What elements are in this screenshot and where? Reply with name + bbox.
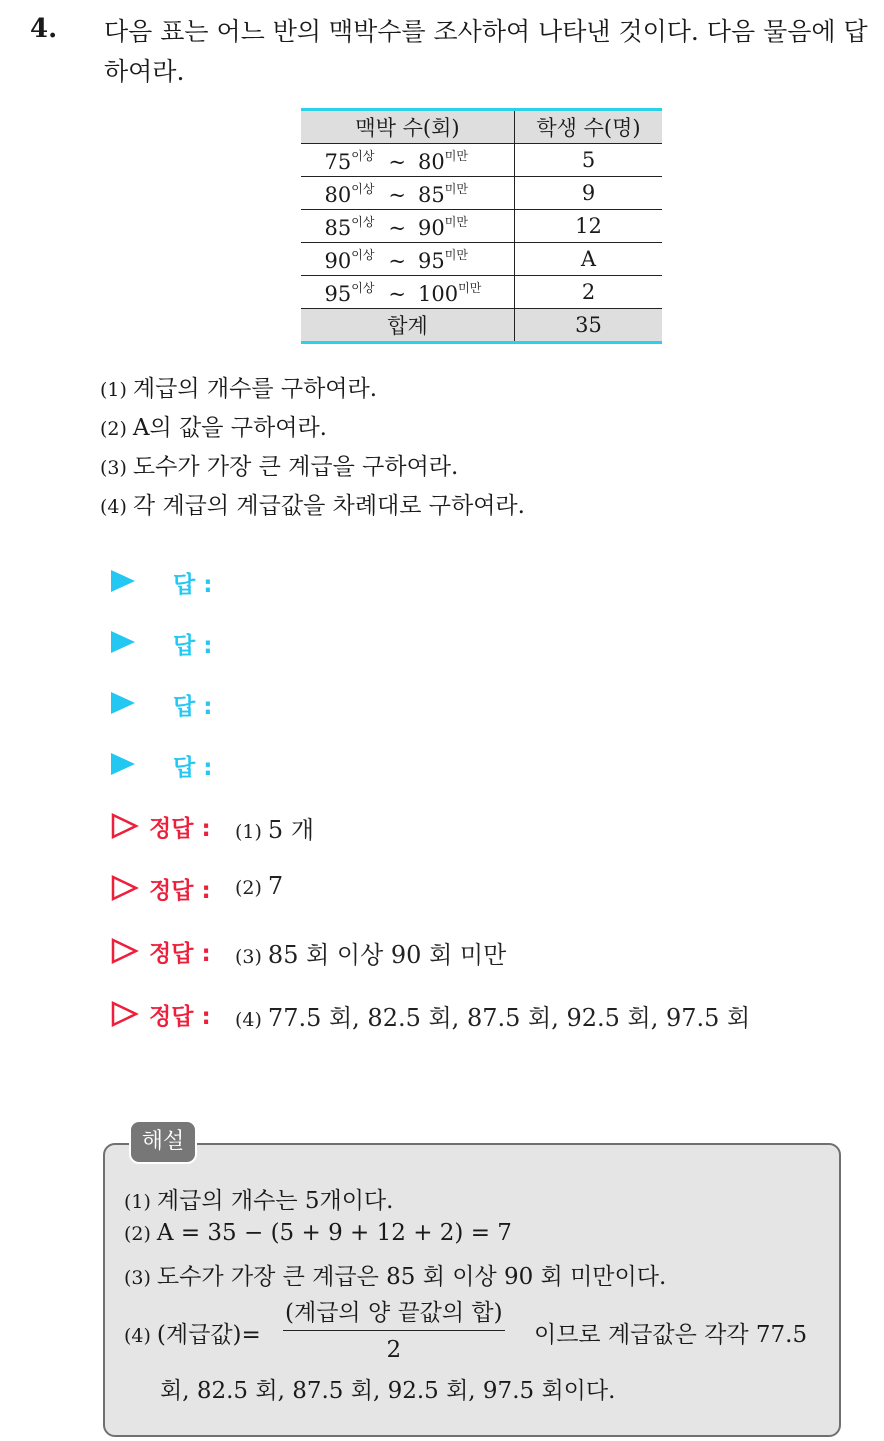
range-high-sup: 미만 — [444, 148, 468, 163]
outline-triangle-icon — [111, 1001, 139, 1027]
solution-text — [235, 998, 750, 1033]
explanation-number: (3) — [124, 1267, 151, 1289]
range-high: 90 — [418, 215, 445, 240]
subquestion-number: (4) — [100, 496, 127, 518]
range-high: 100 — [418, 281, 459, 306]
explanation-continuation: 회, 82.5 회, 87.5 회, 92.5 회, 97.5 회이다. — [160, 1378, 616, 1404]
subquestion-text: A의 값을 구하여라. — [132, 415, 327, 441]
play-triangle-icon — [111, 570, 135, 592]
range-cell — [301, 144, 515, 177]
explanation-text: A = 35 − (5 + 9 + 12 + 2) = 7 — [156, 1220, 512, 1246]
table-row — [301, 144, 662, 177]
range-low-sup: 이상 — [351, 148, 375, 163]
solution-text — [235, 810, 314, 845]
answer-label: 답 : — [173, 572, 213, 598]
range-high: 85 — [418, 182, 445, 207]
outline-triangle-icon — [111, 813, 139, 839]
solution-number: (3) — [235, 946, 262, 968]
range-tilde: ~ — [388, 182, 407, 207]
subquestion — [100, 487, 525, 526]
explanation-badge: 해설 — [129, 1120, 197, 1164]
range-low: 85 — [324, 215, 352, 240]
explanation-line-3 — [124, 1258, 666, 1291]
explanation-number: (1) — [124, 1191, 151, 1213]
outline-triangle-icon — [111, 938, 139, 964]
answer-label: 답 : — [173, 694, 213, 720]
subquestion-text: 각 계급의 계급값을 차례대로 구하여라. — [132, 493, 525, 519]
play-triangle-icon — [111, 631, 135, 653]
subquestion-number: (1) — [100, 379, 127, 401]
answer-label: 답 : — [173, 633, 213, 659]
range-low-sup: 이상 — [351, 247, 375, 262]
range-high-sup: 미만 — [444, 247, 468, 262]
range-tilde: ~ — [388, 281, 407, 306]
solution-text — [235, 872, 283, 900]
fraction — [283, 1296, 505, 1369]
solution-value: 77.5 회, 82.5 회, 87.5 회, 92.5 회, 97.5 회 — [267, 1004, 751, 1032]
range-low: 75 — [324, 149, 352, 174]
solution-number: (4) — [235, 1009, 262, 1031]
range-cell — [301, 243, 515, 276]
range-tilde: ~ — [388, 248, 407, 273]
range-low: 80 — [324, 182, 352, 207]
solution-value: 85 회 이상 90 회 미만 — [267, 941, 507, 969]
explanation-number: (2) — [124, 1223, 151, 1245]
count-cell: A — [515, 243, 663, 276]
range-high: 95 — [418, 248, 445, 273]
subquestion-text: 계급의 개수를 구하여라. — [132, 376, 378, 402]
range-low-sup: 이상 — [351, 181, 375, 196]
fraction-denominator: 2 — [386, 1337, 402, 1363]
subquestion-list — [100, 370, 525, 526]
explanation-line-1 — [124, 1182, 393, 1215]
total-value: 35 — [515, 309, 663, 343]
range-cell — [301, 210, 515, 243]
solution-label: 정답 : — [149, 941, 211, 967]
range-tilde: ~ — [388, 215, 407, 240]
range-cell — [301, 177, 515, 210]
explanation-number: (4) — [124, 1325, 151, 1347]
outline-triangle-icon — [111, 875, 139, 901]
range-low: 95 — [324, 281, 352, 306]
explanation-line-4 — [124, 1316, 261, 1349]
range-high: 80 — [418, 149, 445, 174]
explanation-text: 계급의 개수는 5개이다. — [156, 1188, 394, 1214]
frequency-table — [301, 108, 662, 344]
range-low-sup: 이상 — [351, 214, 375, 229]
count-cell: 12 — [515, 210, 663, 243]
table-row — [301, 243, 662, 276]
play-triangle-icon — [111, 753, 135, 775]
subquestion-number: (3) — [100, 457, 127, 479]
count-cell: 5 — [515, 144, 663, 177]
solution-text — [235, 935, 506, 970]
explanation-text: 도수가 가장 큰 계급은 85 회 이상 90 회 미만이다. — [156, 1264, 667, 1290]
solution-label: 정답 : — [149, 816, 211, 842]
explanation-prefix: (계급값)= — [156, 1322, 261, 1348]
count-cell: 9 — [515, 177, 663, 210]
solution-label: 정답 : — [149, 1004, 211, 1030]
play-triangle-icon — [111, 692, 135, 714]
total-label: 합계 — [301, 309, 515, 343]
range-low: 90 — [324, 248, 352, 273]
range-tilde: ~ — [388, 149, 407, 174]
solution-value: 7 — [267, 872, 284, 900]
header-pulse: 맥박 수(회) — [301, 110, 515, 144]
range-high-sup: 미만 — [444, 181, 468, 196]
solution-number: (1) — [235, 821, 262, 843]
explanation-suffix: 이므로 계급값은 각각 77.5 — [534, 1322, 808, 1348]
range-high-sup: 미만 — [444, 214, 468, 229]
solution-value: 5 개 — [267, 816, 315, 844]
fraction-numerator: (계급의 양 끝값의 합) — [283, 1296, 505, 1331]
range-low-sup: 이상 — [351, 280, 375, 295]
table-row — [301, 177, 662, 210]
subquestion-number: (2) — [100, 418, 127, 440]
question-text: 다음 표는 어느 반의 맥박수를 조사하여 나타낸 것이다. 다음 물음에 답하여라. — [104, 17, 868, 86]
table-header-row — [301, 110, 662, 144]
range-cell — [301, 276, 515, 309]
subquestion — [100, 448, 525, 487]
question-number: 4. — [30, 14, 58, 44]
subquestion-text: 도수가 가장 큰 계급을 구하여라. — [132, 454, 459, 480]
answer-label: 답 : — [173, 755, 213, 781]
subquestion — [100, 409, 525, 448]
subquestion — [100, 370, 525, 409]
table-row — [301, 276, 662, 309]
explanation-line-2 — [124, 1220, 512, 1246]
solution-number: (2) — [235, 877, 262, 899]
solution-label: 정답 : — [149, 878, 211, 904]
count-cell: 2 — [515, 276, 663, 309]
header-students: 학생 수(명) — [515, 110, 663, 144]
table-total-row — [301, 309, 662, 343]
table-row — [301, 210, 662, 243]
range-high-sup: 미만 — [458, 280, 482, 295]
